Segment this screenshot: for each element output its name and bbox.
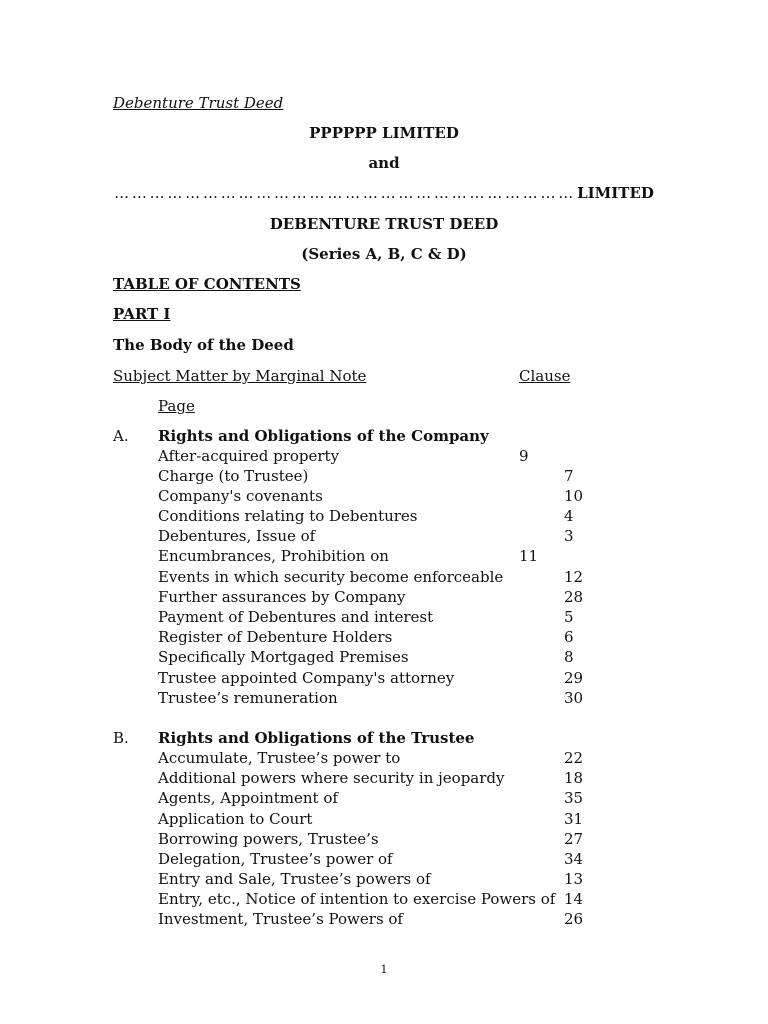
toc-row-number: 34 (564, 850, 584, 868)
toc-row (0, 769, 768, 789)
toc-row-number: 18 (564, 769, 584, 787)
toc-row (0, 568, 768, 588)
toc-row-label: Entry and Sale, Trustee’s powers of (158, 870, 431, 888)
toc-row-number: 5 (564, 608, 574, 626)
section-b-title: Rights and Obligations of the Trustee (158, 729, 475, 747)
toc-row (0, 467, 768, 487)
company-two-suffix: LIMITED (577, 184, 654, 202)
toc-row-label: Events in which security become enforceable (158, 568, 504, 586)
toc-row-number: 30 (564, 689, 584, 707)
toc-row-number: 4 (564, 507, 574, 525)
toc-row-number: 12 (564, 568, 584, 586)
deed-title: DEBENTURE TRUST DEED (269, 215, 499, 233)
toc-row-label: Conditions relating to Debentures (158, 507, 418, 525)
toc-row-label: Entry, etc., Notice of intention to exercise Powers of (158, 890, 556, 908)
toc-row-number: 22 (564, 749, 584, 767)
toc-row-number: 11 (519, 547, 539, 565)
toc-row-number: 9 (519, 447, 529, 465)
toc-row-number: 35 (564, 789, 584, 807)
toc-heading: TABLE OF CONTENTS (113, 275, 301, 293)
toc-row (0, 850, 768, 870)
toc-row (0, 648, 768, 668)
toc-row (0, 487, 768, 507)
toc-row-number: 27 (564, 830, 584, 848)
toc-row-label: Payment of Debentures and interest (158, 608, 434, 626)
toc-row (0, 749, 768, 769)
blank-dots: … … … … … … … … … … … … … … … … … … … … … … … … … … (114, 184, 573, 202)
toc-row (0, 547, 768, 567)
toc-row (0, 628, 768, 648)
and-word: and (368, 154, 400, 172)
toc-row (0, 810, 768, 830)
toc-row-number: 29 (564, 669, 584, 687)
toc-row (0, 588, 768, 608)
company-one: PPPPPP LIMITED (309, 124, 459, 142)
toc-row (0, 689, 768, 709)
column-page: Page (158, 397, 195, 415)
toc-row-label: Application to Court (158, 810, 313, 828)
toc-row-number: 31 (564, 810, 584, 828)
toc-row (0, 789, 768, 809)
toc-row-label: Delegation, Trustee’s power of (158, 850, 393, 868)
toc-row-label: Borrowing powers, Trustee’s (158, 830, 379, 848)
toc-row-number: 10 (564, 487, 584, 505)
toc-row (0, 527, 768, 547)
toc-row-number: 13 (564, 870, 584, 888)
toc-row-label: Accumulate, Trustee’s power to (158, 749, 401, 767)
toc-row (0, 910, 768, 930)
toc-row (0, 507, 768, 527)
section-b-letter: B. (113, 729, 129, 747)
toc-row-number: 7 (564, 467, 574, 485)
toc-row-number: 3 (564, 527, 574, 545)
toc-row-number: 6 (564, 628, 574, 646)
toc-row (0, 669, 768, 689)
toc-row-label: Debentures, Issue of (158, 527, 316, 545)
toc-row (0, 830, 768, 850)
toc-row (0, 447, 768, 467)
toc-row-number: 14 (564, 890, 584, 908)
toc-row-label: Company's covenants (158, 487, 323, 505)
toc-row (0, 608, 768, 628)
toc-row-label: Investment, Trustee’s Powers of (158, 910, 403, 928)
series-label: (Series A, B, C & D) (301, 245, 467, 263)
toc-row-label: Register of Debenture Holders (158, 628, 393, 646)
section-a-title: Rights and Obligations of the Company (158, 427, 489, 445)
toc-row (0, 870, 768, 890)
company-two-line (0, 184, 768, 202)
column-clause: Clause (519, 367, 571, 385)
toc-row-label: Trustee appointed Company's attorney (158, 669, 455, 687)
body-heading: The Body of the Deed (113, 336, 294, 354)
toc-row-number: 28 (564, 588, 584, 606)
page-number: 1 (380, 963, 388, 976)
toc-row-label: After-acquired property (158, 447, 340, 465)
toc-row (0, 890, 768, 910)
toc-row-label: Trustee’s remuneration (158, 689, 338, 707)
toc-row-label: Agents, Appointment of (158, 789, 338, 807)
toc-row-number: 8 (564, 648, 574, 666)
toc-row-label: Further assurances by Company (158, 588, 406, 606)
toc-row-label: Additional powers where security in jeopardy (158, 769, 505, 787)
column-subject: Subject Matter by Marginal Note (113, 367, 367, 385)
document-label: Debenture Trust Deed (113, 94, 284, 112)
toc-row-number: 26 (564, 910, 584, 928)
toc-row-label: Encumbrances, Prohibition on (158, 547, 389, 565)
section-a-letter: A. (113, 427, 129, 445)
toc-row-label: Charge (to Trustee) (158, 467, 309, 485)
toc-row-label: Specifically Mortgaged Premises (158, 648, 409, 666)
part-heading: PART I (113, 305, 171, 323)
